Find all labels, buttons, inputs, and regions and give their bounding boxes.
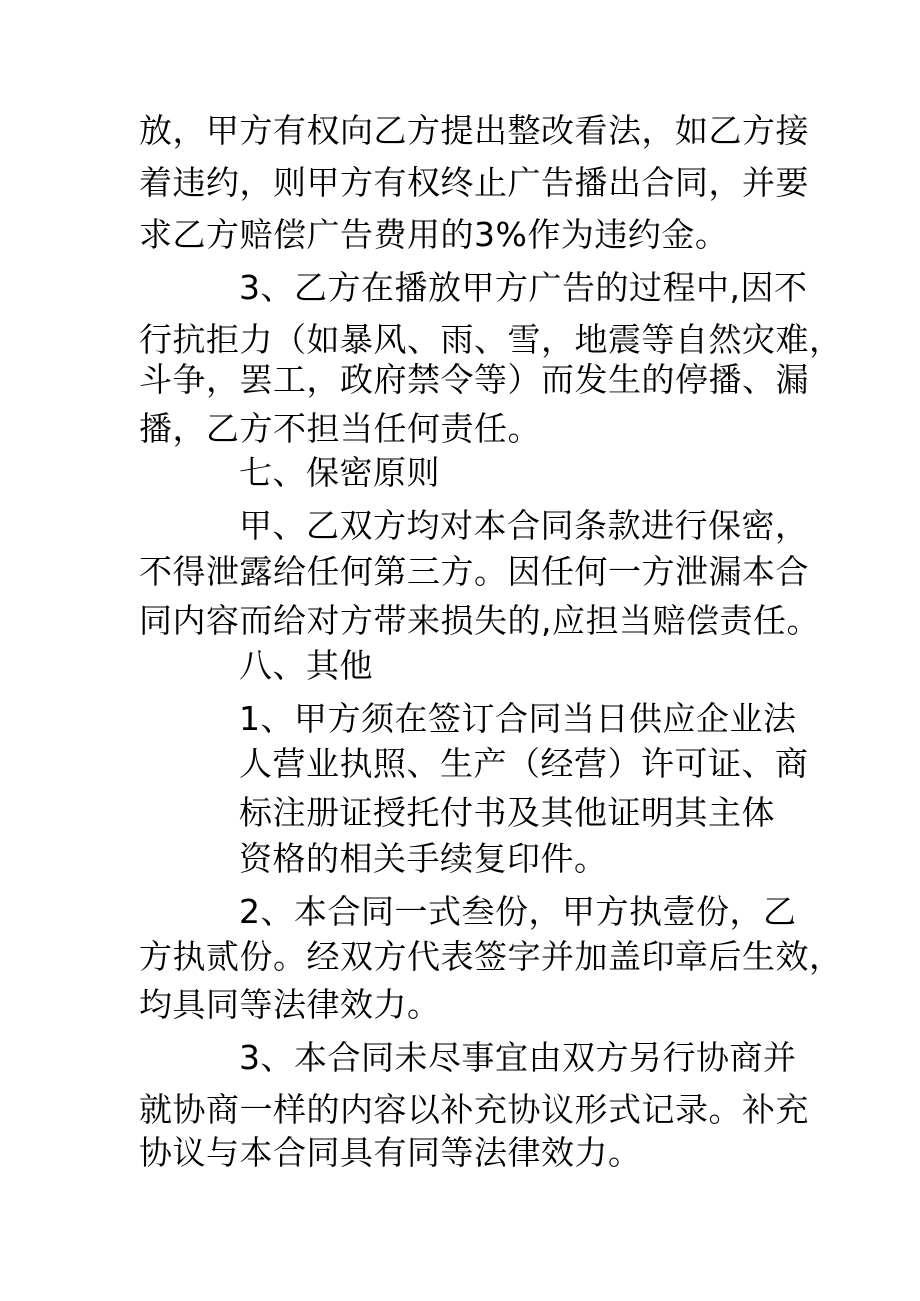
text-line: 行抗拒力（如暴风、雨、雪，地震等自然灾难， [139,320,843,359]
text-line: 3、乙方在播放甲方广告的过程中,因不 [239,268,808,307]
text-line: 均具同等法律效力。 [139,985,441,1024]
text-line: 就协商一样的内容以补充协议形式记录。补充 [139,1090,809,1129]
text-line: 人营业执照、生产（经营）许可证、商 [239,744,809,783]
text-line: 放，甲方有权向乙方提出整改看法，如乙方接 [139,111,809,150]
text-line: 不得泄露给任何第三方。因任何一方泄漏本合 [139,552,809,591]
text-line: 资格的相关手续复印件。 [239,839,608,878]
text-line: 求乙方赔偿广告费用的3%作为违约金。 [139,215,729,254]
text-line: 2、本合同一式叁份，甲方执壹份，乙 [239,892,797,931]
section-heading: 八、其他 [239,646,373,685]
text-line: 标注册证授托付书及其他证明其主体 [239,793,775,832]
text-line: 同内容而给对方带来损失的,应担当赔偿责任。 [139,601,820,640]
text-line: 斗争，罢工，政府禁令等）而发生的停播、漏 [139,360,809,399]
text-line: 3、本合同未尽事宜由双方另行协商并 [239,1038,797,1077]
text-line: 方执贰份。经双方代表签字并加盖印章后生效， [139,937,843,976]
section-heading: 七、保密原则 [239,453,440,492]
text-line: 协议与本合同具有同等法律效力。 [139,1133,642,1172]
text-line: 甲、乙双方均对本合同条款进行保密， [239,506,809,545]
text-line: 1、甲方须在签订合同当日供应企业法 [239,699,797,738]
text-line: 播，乙方不担当任何责任。 [139,409,541,448]
text-line: 着违约，则甲方有权终止广告播出合同，并要 [139,163,809,202]
